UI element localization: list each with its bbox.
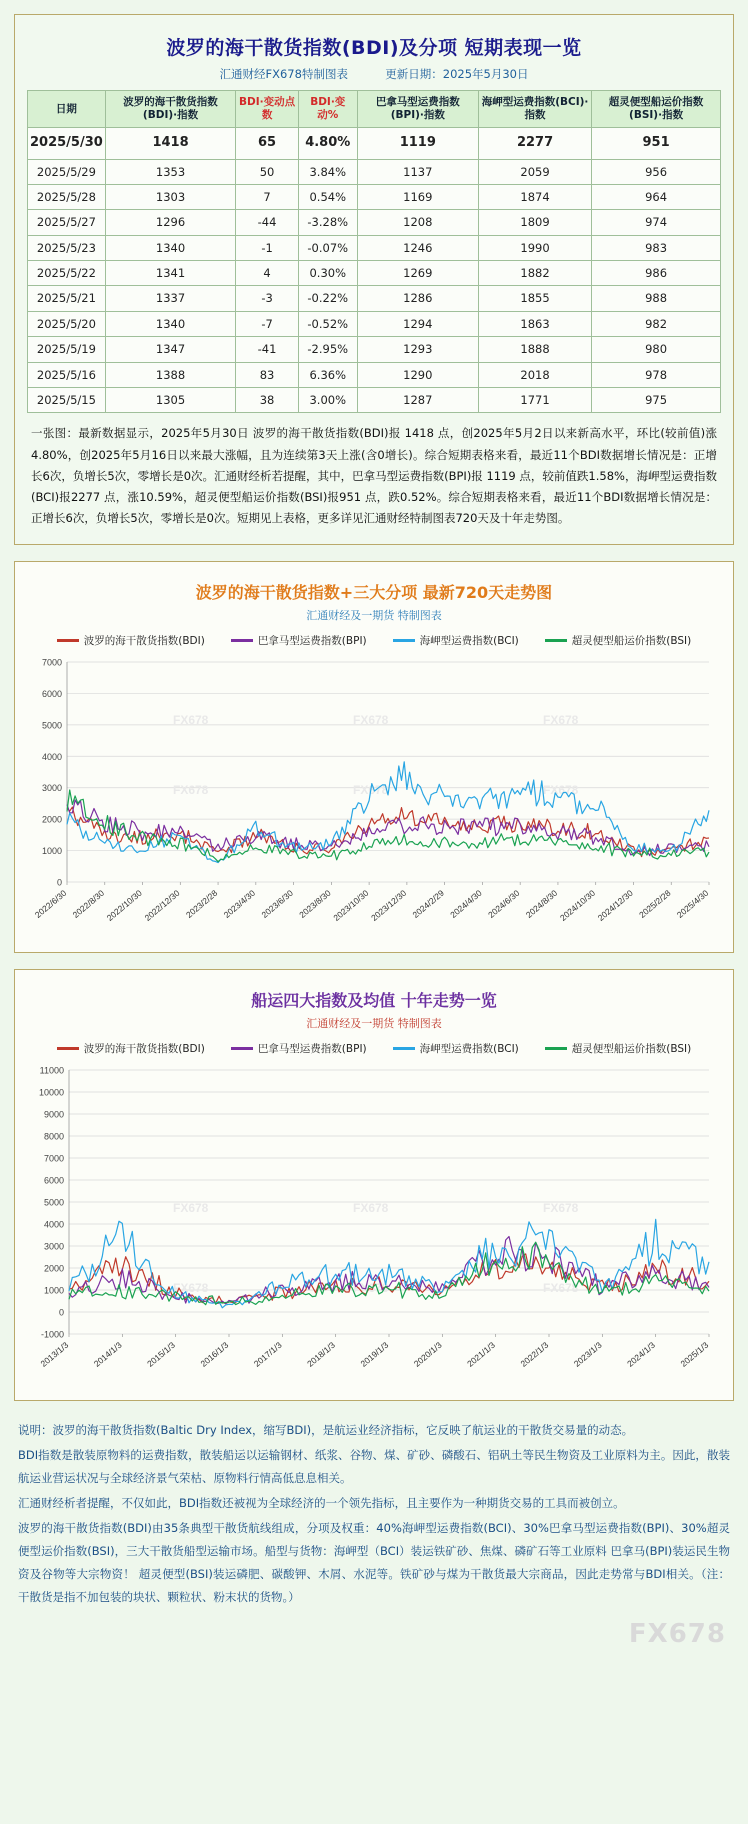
svg-text:1000: 1000 — [43, 1285, 64, 1296]
legend-item-bpi — [231, 633, 367, 648]
note-3: 波罗的海干散货指数(BDI)由35条典型干散货航线组成，分项及权重：40%海岬型运费指数(BCI)、30%巴拿马型运费指数(BPI)、30%超灵便型运价指数(BSI)，三大干散货船型运输市场。船型与货物：海岬型（BCI）装运铁矿砂、焦煤、磷矿石等工业原料 巴拿马(BPI)装运民生物资及谷物等大宗物资！ 超灵便型(BSI)装运磷肥、碳酸钾、木屑、水泥等。铁矿砂与煤为干散货最大宗商品，因此走势常与BDI相关。（注：干散货是指不加包装的块状、颗粒状、粉末状的货物。） — [18, 1520, 730, 1604]
cell-pct: 0.54% — [298, 184, 357, 209]
col-bci: 海岬型运费指数(BCI)·指数 — [479, 91, 592, 128]
chart-10y-title: 船运四大指数及均值 十年走势一览 — [251, 990, 497, 1010]
svg-text:2023/6/30: 2023/6/30 — [259, 887, 295, 920]
svg-text:4000: 4000 — [43, 1219, 64, 1230]
legend-item-bci — [393, 1041, 519, 1056]
cell-bsi: 983 — [592, 235, 721, 260]
svg-text:8000: 8000 — [43, 1131, 64, 1142]
cell-bci: 1863 — [479, 311, 592, 336]
cell-chg: 38 — [236, 387, 299, 412]
chart-10y-svg — [23, 1062, 723, 1392]
svg-text:2024/2/29: 2024/2/29 — [410, 887, 446, 920]
chart-10y-panel — [14, 969, 734, 1401]
cell-bsi: 974 — [592, 210, 721, 235]
cell-bpi: 1294 — [357, 311, 478, 336]
svg-text:3000: 3000 — [41, 782, 62, 793]
cell-date: 2025/5/28 — [28, 184, 106, 209]
svg-text:5000: 5000 — [43, 1197, 64, 1208]
table-header-row — [28, 91, 721, 128]
svg-text:2018/1/3: 2018/1/3 — [305, 1339, 337, 1369]
panel1-description: 一张图：最新数据显示，2025年5月30日 波罗的海干散货指数(BDI)报 1418 点，创2025年5月2日以来新高水平，环比(较前值)涨4.80%，创2025年5月16日以来最大涨幅，且为连续第3天上涨(含0增长)。综合短期表格来看，最近11个BDI数据增长情况是：正增长6次，负增长5次，零增长是0次。汇通财经析若提醒，其中，巴拿马型运费指数(BPI)报 1119 点，较前值跌1.58%，海岬型运费指数(BCI)报2277 点，涨10.59%，超灵便型船运价指数(BSI)报951 点，跌0.52%。综合短期表格来看，最近11个BDI数据增长情况是：正增长6次，负增长5次，零增长是0次。短期见上表格，更多详见汇通财经特制图表720天及十年走势图。 — [31, 426, 717, 526]
cell-chg: 83 — [236, 362, 299, 387]
svg-text:2024/12/30: 2024/12/30 — [595, 887, 635, 923]
cell-bdi: 1341 — [105, 261, 235, 286]
cell-bpi: 1246 — [357, 235, 478, 260]
cell-bsi: 988 — [592, 286, 721, 311]
cell-date: 2025/5/16 — [28, 362, 106, 387]
col-bpi: 巴拿马型运费指数(BPI)·指数 — [357, 91, 478, 128]
cell-pct: -0.07% — [298, 235, 357, 260]
svg-text:2024/8/30: 2024/8/30 — [523, 887, 560, 920]
cell-chg: -1 — [236, 235, 299, 260]
cell-bsi: 975 — [592, 387, 721, 412]
cell-bci: 1771 — [479, 387, 592, 412]
svg-text:7000: 7000 — [43, 1153, 64, 1164]
table-row — [28, 159, 721, 184]
svg-text:2022/6/30: 2022/6/30 — [32, 887, 69, 920]
cell-date: 2025/5/22 — [28, 261, 106, 286]
cell-bpi: 1269 — [357, 261, 478, 286]
cell-pct: -0.22% — [298, 286, 357, 311]
cell-bpi: 1290 — [357, 362, 478, 387]
svg-text:2016/1/3: 2016/1/3 — [198, 1339, 231, 1369]
col-bdi-change-pct: BDI·变动% — [298, 91, 357, 128]
legend-swatch-bsi — [545, 1047, 567, 1050]
svg-text:-1000: -1000 — [40, 1329, 64, 1340]
svg-text:2025/2/28: 2025/2/28 — [637, 887, 673, 920]
svg-text:FX678: FX678 — [543, 782, 579, 797]
cell-bsi: 980 — [592, 337, 721, 362]
legend-label-bdi: 波罗的海干散货指数(BDI) — [83, 634, 205, 647]
svg-text:FX678: FX678 — [173, 712, 209, 727]
legend-label-bpi: 巴拿马型运费指数(BPI) — [257, 634, 367, 647]
legend-item-bpi — [231, 1041, 367, 1056]
svg-text:0: 0 — [58, 1307, 64, 1318]
svg-text:2000: 2000 — [41, 814, 62, 825]
col-bsi: 超灵便型船运价指数(BSI)·指数 — [592, 91, 721, 128]
svg-text:2020/1/3: 2020/1/3 — [411, 1339, 444, 1369]
footer-notes — [14, 1417, 734, 1615]
cell-chg: 4 — [236, 261, 299, 286]
table-row — [28, 184, 721, 209]
table-row — [28, 235, 721, 260]
svg-text:0: 0 — [56, 877, 62, 888]
cell-pct: 3.00% — [298, 387, 357, 412]
svg-text:FX678: FX678 — [173, 1280, 209, 1295]
svg-text:4000: 4000 — [41, 751, 62, 762]
cell-bsi: 982 — [592, 311, 721, 336]
cell-pct: -3.28% — [298, 210, 357, 235]
legend-label-bci: 海岬型运费指数(BCI) — [419, 1042, 519, 1055]
cell-bsi: 964 — [592, 184, 721, 209]
svg-text:FX678: FX678 — [353, 712, 389, 727]
svg-text:2022/1/3: 2022/1/3 — [518, 1339, 551, 1369]
svg-text:FX678: FX678 — [543, 1280, 579, 1295]
cell-pct: -2.95% — [298, 337, 357, 362]
bdi-table — [27, 90, 721, 413]
cell-bdi: 1296 — [105, 210, 235, 235]
chart-720d-title: 波罗的海干散货指数+三大分项 最新720天走势图 — [195, 582, 553, 602]
cell-bdi: 1353 — [105, 159, 235, 184]
svg-text:2023/2/28: 2023/2/28 — [183, 887, 220, 920]
cell-bdi: 1340 — [105, 311, 235, 336]
svg-text:2021/1/3: 2021/1/3 — [465, 1339, 497, 1369]
cell-bpi: 1208 — [357, 210, 478, 235]
cell-bdi: 1303 — [105, 184, 235, 209]
col-bdi: 波罗的海干散货指数(BDI)·指数 — [105, 91, 235, 128]
legend-swatch-bci — [393, 1047, 415, 1050]
cell-date: 2025/5/20 — [28, 311, 106, 336]
svg-text:2022/10/30: 2022/10/30 — [104, 887, 144, 923]
svg-text:2023/1/3: 2023/1/3 — [571, 1339, 604, 1369]
chart-720d-svg — [23, 654, 723, 944]
cell-bdi: 1337 — [105, 286, 235, 311]
table-row — [28, 337, 721, 362]
cell-bci: 1874 — [479, 184, 592, 209]
svg-text:FX678: FX678 — [353, 782, 389, 797]
chart-10y-plot — [23, 1062, 725, 1392]
cell-bci: 1888 — [479, 337, 592, 362]
svg-text:2013/1/3: 2013/1/3 — [38, 1339, 71, 1369]
cell-pct: 3.84% — [298, 159, 357, 184]
table-row — [28, 210, 721, 235]
cell-date: 2025/5/27 — [28, 210, 106, 235]
cell-bpi: 1137 — [357, 159, 478, 184]
svg-text:FX678: FX678 — [173, 782, 209, 797]
svg-text:3000: 3000 — [43, 1241, 64, 1252]
svg-text:2023/4/30: 2023/4/30 — [221, 887, 258, 920]
svg-text:FX678: FX678 — [353, 1280, 389, 1295]
bdi-table-panel — [14, 14, 734, 545]
col-bdi-change: BDI·变动点数 — [236, 91, 299, 128]
panel1-update-date: 更新日期：2025年5月30日 — [385, 67, 529, 81]
svg-text:2019/1/3: 2019/1/3 — [358, 1339, 391, 1369]
svg-text:2023/10/30: 2023/10/30 — [331, 887, 371, 923]
svg-text:FX678: FX678 — [543, 1200, 579, 1215]
cell-bci: 1855 — [479, 286, 592, 311]
legend-label-bpi: 巴拿马型运费指数(BPI) — [257, 1042, 367, 1055]
chart-720d-legend — [23, 629, 725, 654]
legend-swatch-bdi — [57, 639, 79, 642]
svg-text:2015/1/3: 2015/1/3 — [145, 1339, 177, 1369]
table-row — [28, 362, 721, 387]
cell-pct: 4.80% — [298, 128, 357, 159]
cell-bsi: 986 — [592, 261, 721, 286]
svg-text:2024/1/3: 2024/1/3 — [625, 1339, 657, 1369]
svg-text:2000: 2000 — [43, 1263, 64, 1274]
col-date: 日期 — [28, 91, 106, 128]
svg-text:11000: 11000 — [39, 1065, 64, 1076]
svg-text:2024/6/30: 2024/6/30 — [486, 887, 522, 920]
cell-bpi: 1169 — [357, 184, 478, 209]
svg-text:6000: 6000 — [43, 1175, 64, 1186]
cell-pct: 6.36% — [298, 362, 357, 387]
cell-chg: 65 — [236, 128, 299, 159]
svg-text:2025/4/30: 2025/4/30 — [674, 887, 711, 920]
chart-10y-legend — [23, 1037, 725, 1062]
cell-chg: -41 — [236, 337, 299, 362]
legend-swatch-bdi — [57, 1047, 79, 1050]
chart-720d-subtitle: 汇通财经及一期货 特制图表 — [306, 608, 442, 622]
cell-bdi: 1340 — [105, 235, 235, 260]
svg-text:10000: 10000 — [38, 1087, 64, 1098]
table-row — [28, 387, 721, 412]
cell-date: 2025/5/30 — [28, 128, 106, 159]
legend-swatch-bci — [393, 639, 415, 642]
cell-bci: 2059 — [479, 159, 592, 184]
svg-text:2014/1/3: 2014/1/3 — [91, 1339, 124, 1369]
chart-720d-plot — [23, 654, 725, 944]
legend-item-bdi — [57, 633, 205, 648]
cell-chg: 50 — [236, 159, 299, 184]
legend-label-bci: 海岬型运费指数(BCI) — [419, 634, 519, 647]
cell-bci: 2277 — [479, 128, 592, 159]
cell-chg: 7 — [236, 184, 299, 209]
cell-chg: -7 — [236, 311, 299, 336]
svg-text:2023/12/30: 2023/12/30 — [369, 887, 409, 923]
table-row — [28, 261, 721, 286]
legend-item-bsi — [545, 1041, 691, 1056]
svg-text:FX678: FX678 — [353, 1200, 389, 1215]
legend-swatch-bpi — [231, 639, 253, 642]
svg-text:9000: 9000 — [43, 1109, 64, 1120]
cell-bci: 2018 — [479, 362, 592, 387]
cell-bci: 1809 — [479, 210, 592, 235]
cell-bdi: 1388 — [105, 362, 235, 387]
legend-item-bsi — [545, 633, 691, 648]
note-1: BDI指数是散装原物料的运费指数，散装船运以运输钢材、纸浆、谷物、煤、矿砂、磷酸石、铝矾土等民生物资及工业原料为主。因此，散装航运业营运状况与全球经济景气荣枯、原物料行情高低息息相关。 — [18, 1447, 730, 1485]
svg-text:2024/10/30: 2024/10/30 — [557, 887, 597, 923]
panel1-source: 汇通财经FX678特制图表 — [219, 67, 348, 81]
svg-text:FX678: FX678 — [543, 712, 579, 727]
svg-text:2022/8/30: 2022/8/30 — [70, 887, 107, 920]
panel1-title: 波罗的海干散货指数(BDI)及分项 短期表现一览 — [166, 37, 582, 59]
cell-date: 2025/5/21 — [28, 286, 106, 311]
cell-bci: 1990 — [479, 235, 592, 260]
cell-bdi: 1305 — [105, 387, 235, 412]
cell-chg: -44 — [236, 210, 299, 235]
cell-bdi: 1347 — [105, 337, 235, 362]
legend-swatch-bpi — [231, 1047, 253, 1050]
table-row — [28, 286, 721, 311]
cell-bdi: 1418 — [105, 128, 235, 159]
svg-text:2017/1/3: 2017/1/3 — [251, 1339, 284, 1369]
table-row — [28, 311, 721, 336]
cell-bsi: 956 — [592, 159, 721, 184]
cell-bsi: 951 — [592, 128, 721, 159]
legend-item-bdi — [57, 1041, 205, 1056]
cell-bsi: 978 — [592, 362, 721, 387]
fx-watermark: FX678 — [628, 1618, 726, 1649]
svg-text:2024/4/30: 2024/4/30 — [448, 887, 484, 920]
cell-bpi: 1293 — [357, 337, 478, 362]
cell-date: 2025/5/29 — [28, 159, 106, 184]
svg-text:6000: 6000 — [41, 688, 62, 699]
svg-text:7000: 7000 — [41, 657, 62, 668]
table-body — [28, 128, 721, 413]
legend-label-bdi: 波罗的海干散货指数(BDI) — [83, 1042, 205, 1055]
table-row — [28, 128, 721, 159]
cell-bpi: 1287 — [357, 387, 478, 412]
cell-bci: 1882 — [479, 261, 592, 286]
cell-date: 2025/5/23 — [28, 235, 106, 260]
svg-text:1000: 1000 — [41, 845, 62, 856]
cell-bpi: 1286 — [357, 286, 478, 311]
cell-date: 2025/5/15 — [28, 387, 106, 412]
cell-pct: 0.30% — [298, 261, 357, 286]
chart-720d-panel — [14, 561, 734, 953]
note-2: 汇通财经析者提醒，不仅如此，BDI指数还被视为全球经济的一个领先指标，且主要作为一种期货交易的工具而被创立。 — [18, 1495, 625, 1510]
svg-text:2025/1/3: 2025/1/3 — [678, 1339, 711, 1369]
note-0: 说明：波罗的海干散货指数(Baltic Dry Index，缩写BDI)，是航运业经济指标，它反映了航运业的干散货交易量的动态。 — [18, 1422, 634, 1437]
svg-text:5000: 5000 — [41, 719, 62, 730]
legend-swatch-bsi — [545, 639, 567, 642]
panel1-subline — [27, 66, 721, 90]
cell-chg: -3 — [236, 286, 299, 311]
legend-label-bsi: 超灵便型船运价指数(BSI) — [571, 634, 692, 647]
svg-text:2022/12/30: 2022/12/30 — [142, 887, 182, 923]
legend-item-bci — [393, 633, 519, 648]
legend-label-bsi: 超灵便型船运价指数(BSI) — [571, 1042, 692, 1055]
cell-pct: -0.52% — [298, 311, 357, 336]
chart-10y-subtitle: 汇通财经及一期货 特制图表 — [306, 1016, 442, 1030]
svg-text:FX678: FX678 — [173, 1200, 209, 1215]
svg-text:2023/8/30: 2023/8/30 — [297, 887, 333, 920]
cell-date: 2025/5/19 — [28, 337, 106, 362]
cell-bpi: 1119 — [357, 128, 478, 159]
